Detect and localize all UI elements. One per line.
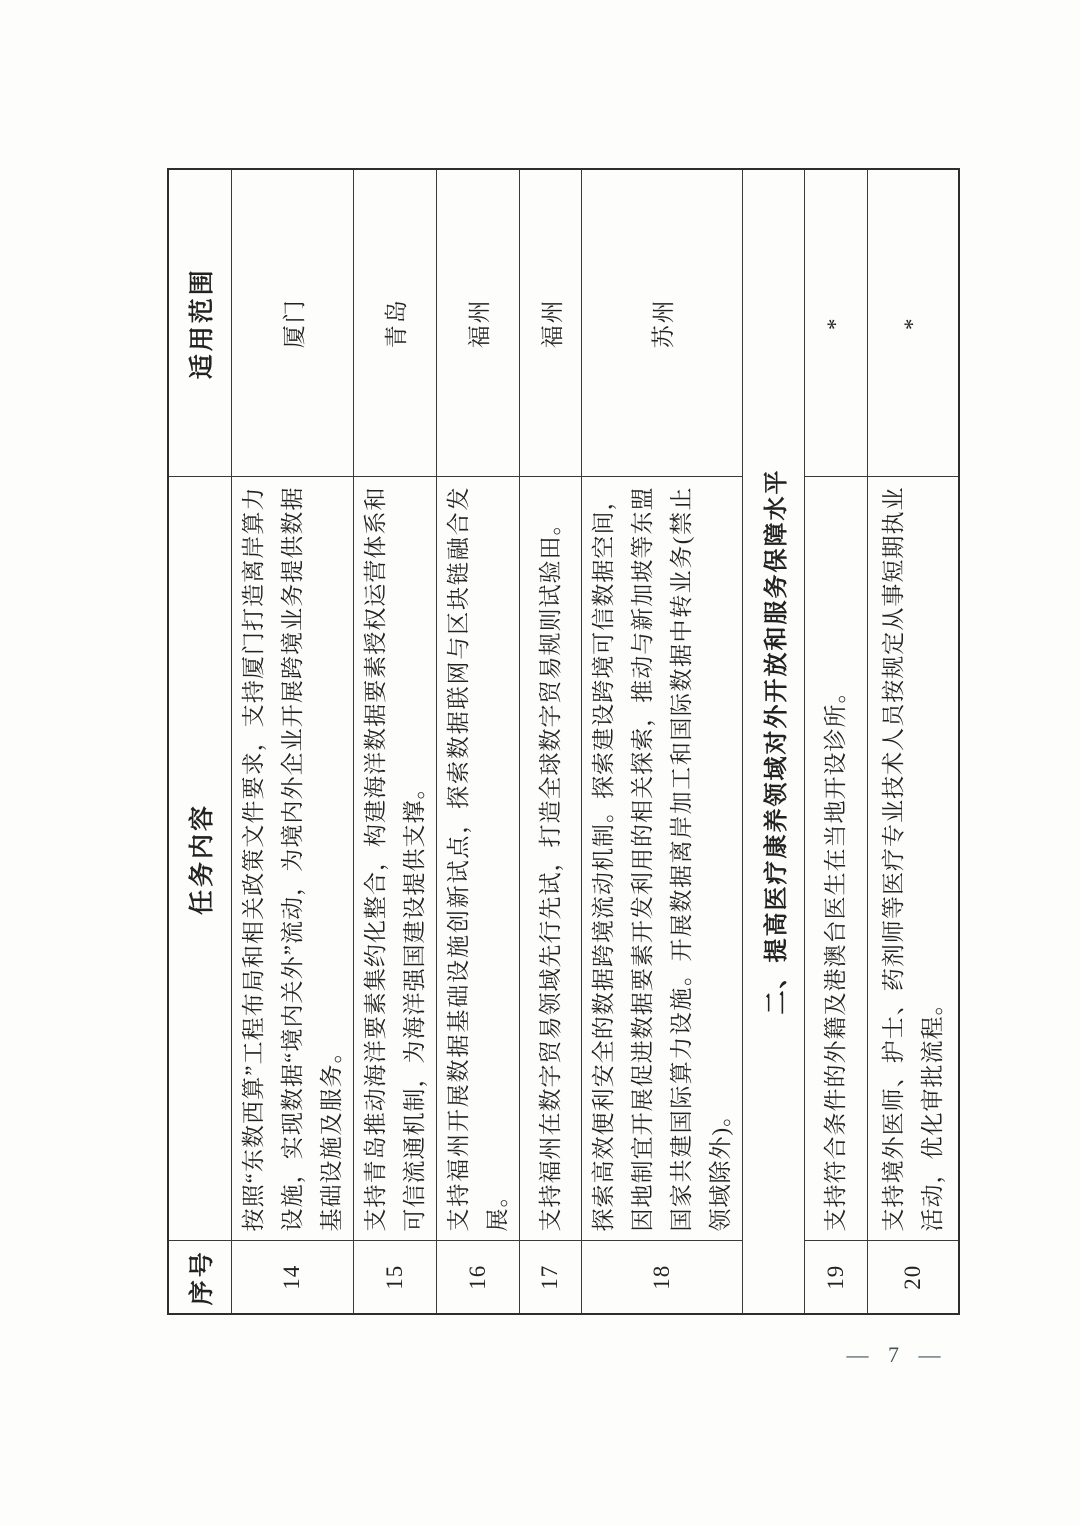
task-scope-cell: 苏州: [581, 169, 742, 477]
task-row-19: [804, 169, 867, 1314]
task-content-cell: 支持青岛推动海洋要素集约化整合，构建海洋数据要素授权运营体系和可信流通机制，为海洋强国建设提供支撑。: [353, 477, 436, 1241]
task-scope-cell: 福州: [519, 169, 581, 477]
table-header-row: [168, 169, 231, 1314]
task-no-cell: 17: [519, 1241, 581, 1314]
task-row-20: [867, 169, 959, 1314]
task-row-15: [353, 169, 436, 1314]
task-content-cell: 探索高效便利安全的数据跨境流动机制。探索建设跨境可信数据空间，因地制宜开展促进数据要素开发利用的相关探索，推动与新加坡等东盟国家共建国际算力设施。开展数据离岸加工和国际数据中转业务(禁止领域除外)。: [581, 477, 742, 1241]
task-table: [167, 168, 960, 1315]
task-content-cell: 支持福州在数字贸易领域先行先试，打造全球数字贸易规则试验田。: [519, 477, 581, 1241]
task-content-cell: 支持福州开展数据基础设施创新试点，探索数据联网与区块链融合发展。: [436, 477, 519, 1241]
task-scope-cell: *: [867, 169, 959, 477]
page-number: — 7 —: [846, 1342, 948, 1367]
task-row-14: [231, 169, 353, 1314]
col-header-scope: 适用范围: [168, 169, 231, 477]
col-header-content: 任务内容: [168, 477, 231, 1241]
task-content-cell: 按照“东数西算”工程布局和相关政策文件要求，支持厦门打造离岸算力设施，实现数据“境内关外”流动，为境内外企业开展跨境业务提供数据基础设施及服务。: [231, 477, 353, 1241]
task-no-cell: 14: [231, 1241, 353, 1314]
task-scope-cell: 福州: [436, 169, 519, 477]
task-no-cell: 16: [436, 1241, 519, 1314]
task-row-16: [436, 169, 519, 1314]
task-scope-cell: 厦门: [231, 169, 353, 477]
task-content-cell: 支持符合条件的外籍及港澳台医生在当地开设诊所。: [804, 477, 867, 1241]
col-header-no: 序号: [168, 1241, 231, 1314]
task-scope-cell: *: [804, 169, 867, 477]
section-header-row: [742, 169, 804, 1314]
task-row-18: [581, 169, 742, 1314]
task-content-cell: 支持境外医师、护士、药剂师等医疗专业技术人员按规定从事短期执业活动，优化审批流程。: [867, 477, 959, 1241]
section-header-cell: 二、提高医疗康养领域对外开放和服务保障水平: [742, 169, 804, 1314]
task-scope-cell: 青岛: [353, 169, 436, 477]
task-no-cell: 15: [353, 1241, 436, 1314]
rotated-table-container: [167, 170, 955, 1315]
task-no-cell: 19: [804, 1241, 867, 1314]
task-no-cell: 20: [867, 1241, 959, 1314]
task-no-cell: 18: [581, 1241, 742, 1314]
task-row-17: [519, 169, 581, 1314]
